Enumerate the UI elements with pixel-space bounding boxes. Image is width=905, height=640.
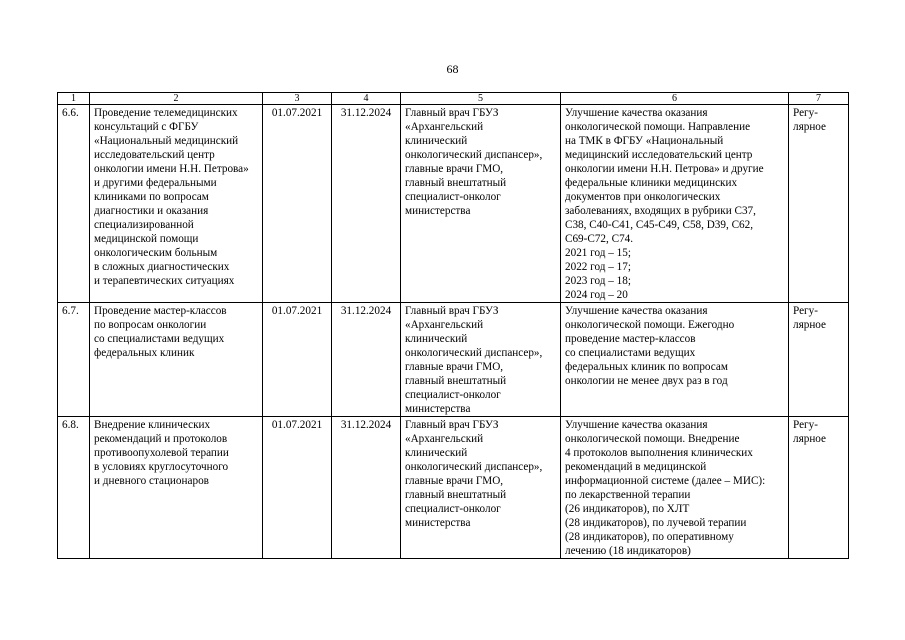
- periodicity-cell: [789, 105, 849, 303]
- periodicity-line: Регу-: [793, 305, 818, 317]
- result-line: (28 индикаторов), по оперативному: [565, 531, 734, 543]
- responsible-line: Главный врач ГБУЗ: [405, 107, 499, 119]
- result-line: проведение мастер-классов: [565, 333, 696, 345]
- end-date-cell: 31.12.2024: [332, 303, 401, 417]
- responsible-line: министерства: [405, 517, 471, 529]
- result-cell: [561, 303, 789, 417]
- result-line: документов при онкологических: [565, 191, 721, 203]
- responsible-line: главный внештатный: [405, 489, 507, 501]
- responsible-line: министерства: [405, 205, 471, 217]
- result-line: 2022 год – 17;: [565, 261, 631, 273]
- responsible-line: министерства: [405, 403, 471, 415]
- start-date-cell: 01.07.2021: [263, 417, 332, 559]
- responsible-line: специалист-онколог: [405, 191, 501, 203]
- responsible-line: «Архангельский: [405, 433, 484, 445]
- activity-line: в сложных диагностических: [94, 261, 230, 273]
- result-line: (26 индикаторов), по ХЛТ: [565, 503, 690, 515]
- result-line: Улучшение качества оказания: [565, 305, 708, 317]
- result-line: со специалистами ведущих: [565, 347, 696, 359]
- result-line: (28 индикаторов), по лучевой терапии: [565, 517, 747, 529]
- activity-line: в условиях круглосуточного: [94, 461, 229, 473]
- result-line: Улучшение качества оказания: [565, 419, 708, 431]
- activity-line: специализированной: [94, 219, 194, 231]
- header-cell: 3: [263, 93, 332, 105]
- item-number-cell: 6.6.: [58, 105, 90, 303]
- item-number-cell: 6.7.: [58, 303, 90, 417]
- activity-line: и другими федеральными: [94, 177, 217, 189]
- responsible-line: главные врачи ГМО,: [405, 163, 504, 175]
- responsible-cell: [401, 303, 561, 417]
- activity-cell: [90, 417, 263, 559]
- result-line: 2021 год – 15;: [565, 247, 631, 259]
- activity-line: Проведение телемедицинских: [94, 107, 238, 119]
- result-line: лечению (18 индикаторов): [565, 545, 691, 557]
- periodicity-line: Регу-: [793, 107, 818, 119]
- item-number-cell: 6.8.: [58, 417, 90, 559]
- result-line: федеральные клиники медицинских: [565, 177, 738, 189]
- periodicity-cell: [789, 303, 849, 417]
- activity-line: противоопухолевой терапии: [94, 447, 229, 459]
- result-line: федеральных клиник по вопросам: [565, 361, 728, 373]
- result-line: C69-C72, C74.: [565, 233, 634, 245]
- periodicity-cell: [789, 417, 849, 559]
- start-date-cell: 01.07.2021: [263, 303, 332, 417]
- activity-cell: [90, 105, 263, 303]
- activity-line: консультаций с ФГБУ: [94, 121, 199, 133]
- table-row: [58, 417, 849, 559]
- activity-line: со специалистами ведущих: [94, 333, 225, 345]
- activity-line: по вопросам онкологии: [94, 319, 207, 331]
- result-cell: [561, 105, 789, 303]
- activity-line: «Национальный медицинский: [94, 135, 239, 147]
- responsible-line: главные врачи ГМО,: [405, 475, 504, 487]
- activity-line: клиниками по вопросам: [94, 191, 209, 203]
- responsible-line: главный внештатный: [405, 177, 507, 189]
- result-line: 2024 год – 20: [565, 289, 628, 301]
- activity-line: исследовательский центр: [94, 149, 215, 161]
- end-date-cell: 31.12.2024: [332, 417, 401, 559]
- table-row: [58, 303, 849, 417]
- result-line: рекомендаций в медицинской: [565, 461, 707, 473]
- responsible-line: клинический: [405, 333, 468, 345]
- result-line: заболеваниях, входящих в рубрики C37,: [565, 205, 756, 217]
- responsible-line: клинический: [405, 447, 468, 459]
- periodicity-line: лярное: [793, 319, 827, 331]
- responsible-line: «Архангельский: [405, 121, 484, 133]
- responsible-line: онкологический диспансер»,: [405, 347, 543, 359]
- activity-line: и дневного стационаров: [94, 475, 209, 487]
- result-line: онкологической помощи. Внедрение: [565, 433, 740, 445]
- responsible-line: главный внештатный: [405, 375, 507, 387]
- activity-line: медицинской помощи: [94, 233, 199, 245]
- responsible-cell: [401, 417, 561, 559]
- header-cell: 4: [332, 93, 401, 105]
- result-cell: [561, 417, 789, 559]
- activity-line: Проведение мастер-классов: [94, 305, 227, 317]
- result-line: онкологии не менее двух раз в год: [565, 375, 728, 387]
- responsible-line: Главный врач ГБУЗ: [405, 419, 499, 431]
- responsible-line: специалист-онколог: [405, 389, 501, 401]
- result-line: по лекарственной терапии: [565, 489, 691, 501]
- result-line: информационной системе (далее – МИС):: [565, 475, 766, 487]
- result-line: на ТМК в ФГБУ «Национальный: [565, 135, 724, 147]
- activity-line: Внедрение клинических: [94, 419, 211, 431]
- header-cell: 6: [561, 93, 789, 105]
- header-cell: 5: [401, 93, 561, 105]
- responsible-line: специалист-онколог: [405, 503, 501, 515]
- table-row: [58, 105, 849, 303]
- result-line: онкологической помощи. Направление: [565, 121, 751, 133]
- activity-line: онкологии имени Н.Н. Петрова»: [94, 163, 249, 175]
- periodicity-line: лярное: [793, 121, 827, 133]
- page-number: 68: [446, 62, 459, 76]
- periodicity-line: Регу-: [793, 419, 818, 431]
- header-cell: 1: [58, 93, 90, 105]
- result-line: онкологии имени Н.Н. Петрова» и другие: [565, 163, 764, 175]
- responsible-line: главные врачи ГМО,: [405, 361, 504, 373]
- header-cell: 2: [90, 93, 263, 105]
- result-line: онкологической помощи. Ежегодно: [565, 319, 735, 331]
- activity-line: онкологическим больным: [94, 247, 218, 259]
- activity-line: рекомендаций и протоколов: [94, 433, 228, 445]
- result-line: C38, C40-C41, C45-C49, C58, D39, C62,: [565, 219, 754, 231]
- end-date-cell: 31.12.2024: [332, 105, 401, 303]
- start-date-cell: 01.07.2021: [263, 105, 332, 303]
- header-cell: 7: [789, 93, 849, 105]
- header-row: [58, 93, 849, 105]
- result-line: 2023 год – 18;: [565, 275, 631, 287]
- responsible-line: «Архангельский: [405, 319, 484, 331]
- activity-cell: [90, 303, 263, 417]
- result-line: медицинский исследовательский центр: [565, 149, 753, 161]
- activity-line: и терапевтических ситуациях: [94, 275, 235, 287]
- responsible-line: Главный врач ГБУЗ: [405, 305, 499, 317]
- result-line: 4 протоколов выполнения клинических: [565, 447, 753, 459]
- responsible-line: клинический: [405, 135, 468, 147]
- activity-line: диагностики и оказания: [94, 205, 209, 217]
- periodicity-line: лярное: [793, 433, 827, 445]
- activities-table: [57, 92, 849, 559]
- activity-line: федеральных клиник: [94, 347, 195, 359]
- responsible-cell: [401, 105, 561, 303]
- result-line: Улучшение качества оказания: [565, 107, 708, 119]
- responsible-line: онкологический диспансер»,: [405, 149, 543, 161]
- responsible-line: онкологический диспансер»,: [405, 461, 543, 473]
